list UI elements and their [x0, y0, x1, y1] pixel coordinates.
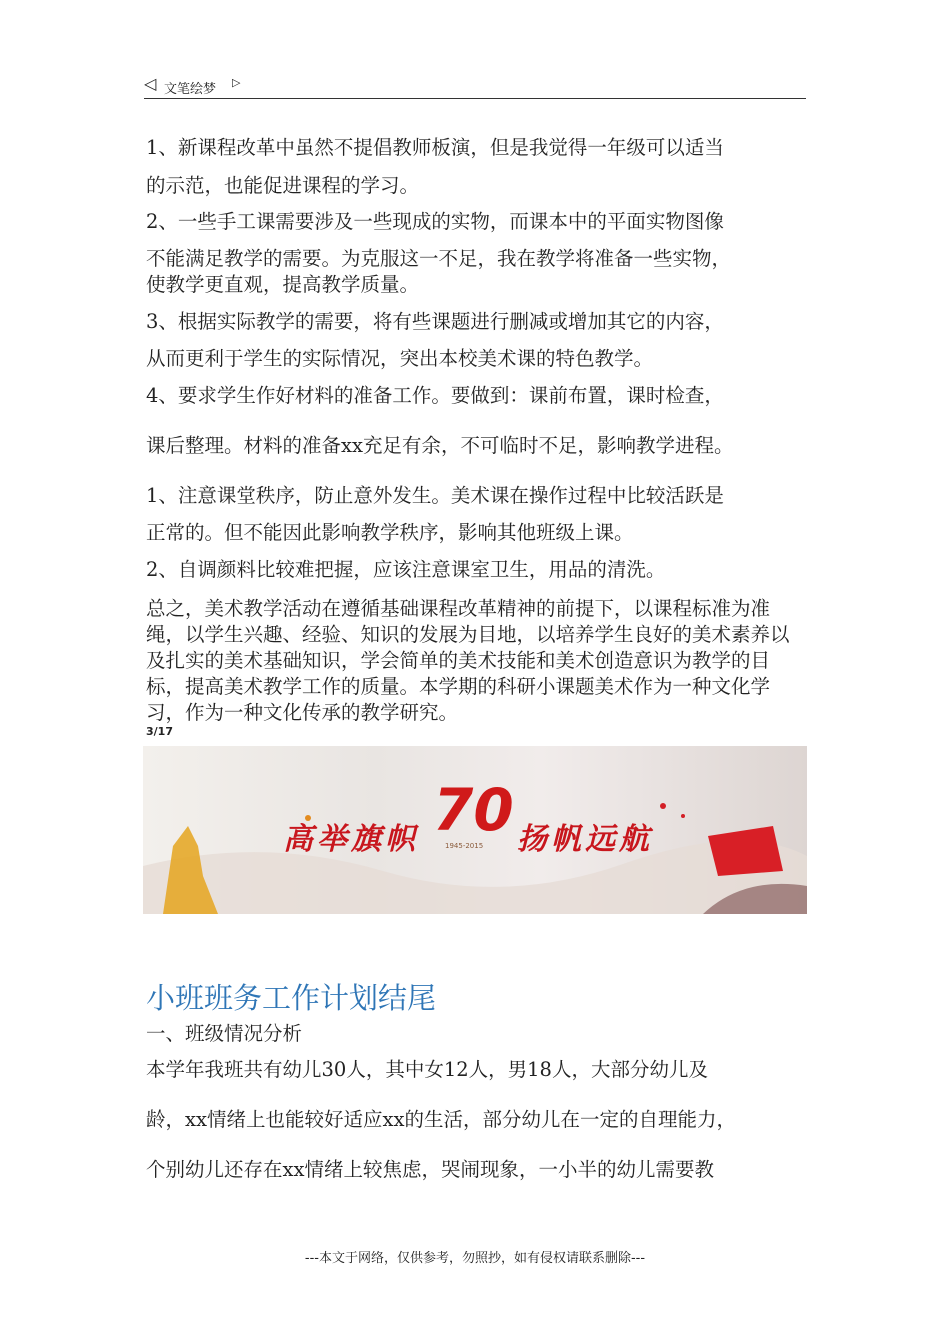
header-brand: 文笔绘梦 [164, 82, 217, 97]
body-line: 1、新课程改革中虽然不提倡教师板演，但是我觉得一年级可以适当 [146, 136, 724, 159]
body-line: 4、要求学生作好材料的准备工作。要做到：课前布置，课时检查， [146, 384, 724, 407]
body-line: 从而更利于学生的实际情况，突出本校美术课的特色教学。 [146, 347, 654, 370]
subheading: 一、班级情况分析 [146, 1022, 303, 1045]
page-footer: ---本文于网络，仅供参考，勿照抄，如有侵权请联系删除--- [304, 1251, 646, 1266]
body-line: 3、根据实际教学的需要，将有些课题进行删减或增加其它的内容， [146, 310, 724, 333]
banner-left-slogan: 高举旗帜 [283, 822, 419, 857]
banner-image [143, 746, 807, 914]
section-line: 本学年我班共有幼儿30人，其中女12人，男18人，大部分幼儿及 [146, 1058, 708, 1081]
body-line: 的示范，也能促进课程的学习。 [146, 174, 420, 197]
summary-paragraph: 总之，美术教学活动在遵循基础课程改革精神的前提下，以课程标准为准绳，以学生兴趣、经验、知识的发展为目地，以培养学生良好的美术素养以及扎实的美术基础知识，学会简单的美术技能和美术创造意识为教学的目标，提高美术教学工作的质量。本学期的科研小课题美术作为一种文化学习，作为一种文化传承的教学研究。 [146, 597, 790, 724]
section-line: 个别幼儿还存在xx情绪上较焦虑，哭闹现象，一小半的幼儿需要教 [146, 1158, 714, 1181]
body-line: 不能满足教学的需要。为克服这一不足，我在教学将准备一些实物， [146, 247, 732, 270]
section-title: 小班班务工作计划结尾 [146, 981, 437, 1015]
banner-number: 70 [433, 776, 514, 844]
left-triangle-icon: ◁ [144, 74, 157, 93]
banner-right-slogan: 扬帆远航 [517, 822, 653, 857]
body-line: 正常的。但不能因此影响教学秩序，影响其他班级上课。 [146, 521, 634, 544]
body-line: 2、一些手工课需要涉及一些现成的实物，而课本中的平面实物图像 [146, 210, 724, 233]
body-line: 课后整理。材料的准备xx充足有余，不可临时不足，影响教学进程。 [146, 434, 734, 457]
section-line: 龄，xx情绪上也能较好适应xx的生活，部分幼儿在一定的自理能力， [146, 1108, 736, 1131]
right-triangle-icon: ▷ [232, 76, 241, 89]
page-number: 3/17 [146, 725, 173, 738]
body-line: 2、自调颜料比较难把握，应该注意课室卫生，用品的清洗。 [146, 558, 666, 581]
body-line: 1、注意课堂秩序，防止意外发生。美术课在操作过程中比较活跃是 [146, 484, 724, 507]
banner-years: 1945-2015 [445, 842, 484, 850]
page-header [144, 74, 806, 99]
body-line: 使教学更直观，提高教学质量。 [146, 273, 420, 296]
